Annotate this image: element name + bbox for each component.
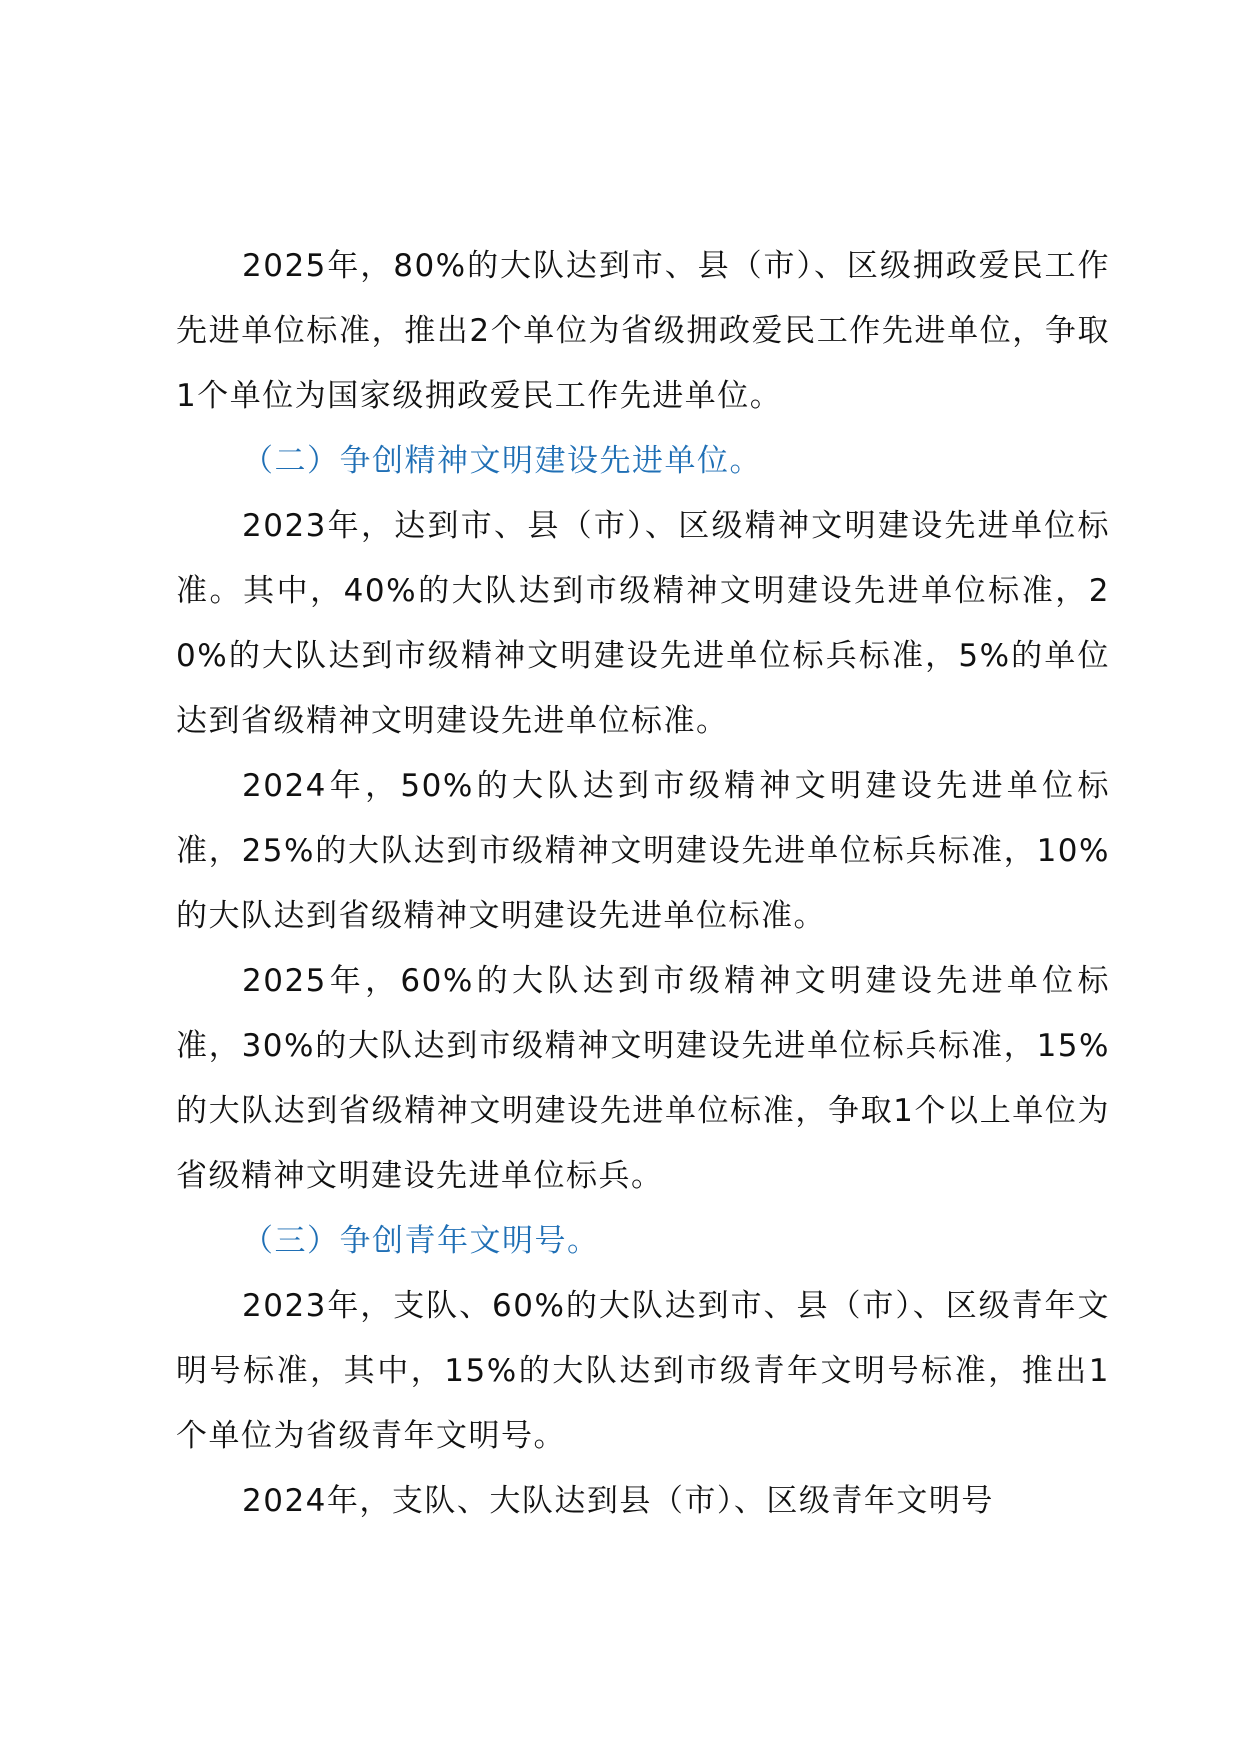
paragraph-2025-yongzheng: 2025年，80%的大队达到市、县（市）、区级拥政爱民工作先进单位标准，推出2个单位为省级拥政爱民工作先进单位，争取1个单位为国家级拥政爱民工作先进单位。 xyxy=(176,248,1110,414)
paragraph-2024-qingnian: 2024年，支队、大队达到县（市）、区级青年文明号 xyxy=(242,1483,994,1519)
section-heading-2: （二）争创精神文明建设先进单位。 xyxy=(242,443,762,479)
paragraph-2025-jingshen: 2025年，60%的大队达到市级精神文明建设先进单位标准，30%的大队达到市级精神文明建设先进单位标兵标准，15%的大队达到省级精神文明建设先进单位标准，争取1个以上单位为省级精神文明建设先进单位标兵。 xyxy=(176,963,1110,1194)
section-heading-3: （三）争创青年文明号。 xyxy=(242,1223,600,1259)
paragraph-2023-qingnian: 2023年，支队、60%的大队达到市、县（市）、区级青年文明号标准，其中，15%的大队达到市级青年文明号标准，推出1个单位为省级青年文明号。 xyxy=(176,1288,1110,1454)
paragraph-2023-jingshen: 2023年，达到市、县（市）、区级精神文明建设先进单位标准。其中，40%的大队达到市级精神文明建设先进单位标准，20%的大队达到市级精神文明建设先进单位标兵标准，5%的单位达到省级精神文明建设先进单位标准。 xyxy=(176,508,1110,739)
paragraph-2024-jingshen: 2024年，50%的大队达到市级精神文明建设先进单位标准，25%的大队达到市级精神文明建设先进单位标兵标准，10%的大队达到省级精神文明建设先进单位标准。 xyxy=(176,768,1110,934)
document-body xyxy=(176,234,1110,1534)
